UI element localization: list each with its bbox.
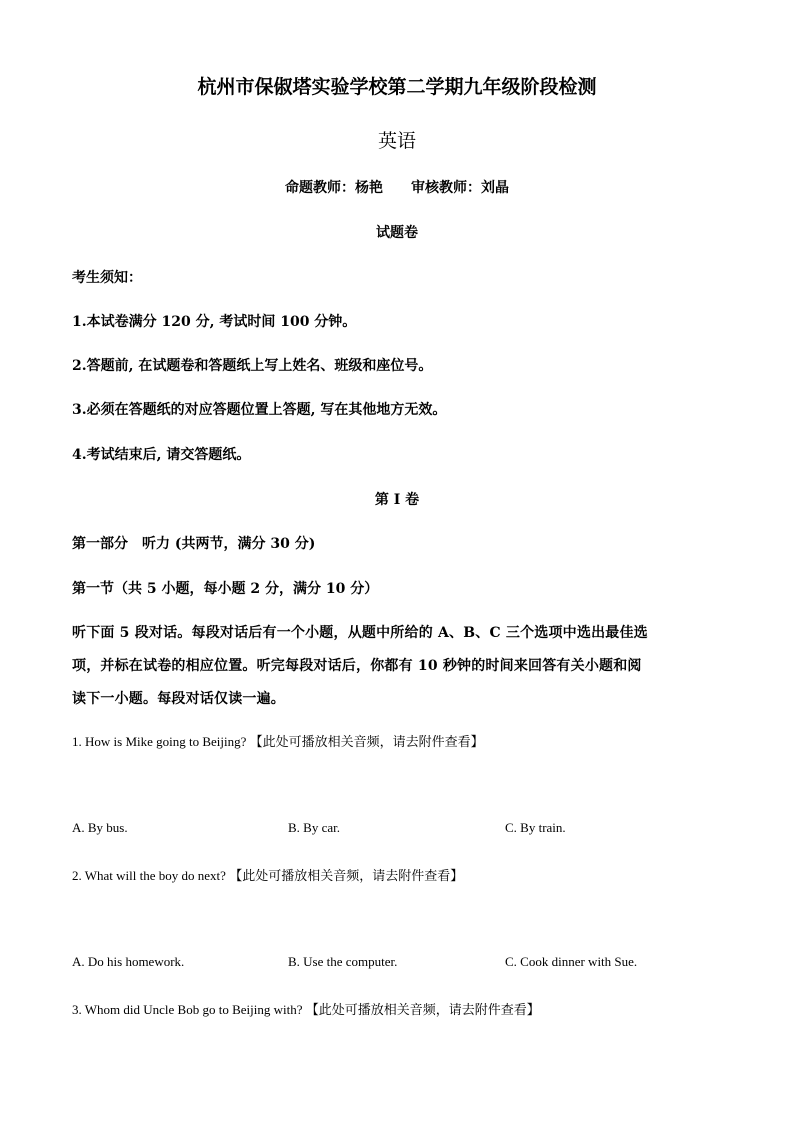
question-stem: 1. How is Mike going to Beijing? [72,734,250,749]
notice-item: 4.考试结束后, 请交答题纸。 [72,447,251,463]
notice-item: 1.本试卷满分 120 分, 考试时间 100 分钟。 [72,314,357,330]
option-c: C. By train. [505,820,566,835]
section-title: 第一节（共 5 小题，每小题 2 分，满分 10 分） [72,581,379,597]
subject-title: 英语 [377,130,416,152]
instruction-line: 听下面 5 段对话。每段对话后有一个小题，从题中所给的 A、B、C 三个选项中选出最佳选 [72,625,648,641]
question-stem: 3. Whom did Uncle Bob go to Beijing with? [72,1002,306,1017]
exam-title: 杭州市保俶塔实验学校第二学期九年级阶段检测 [197,76,597,98]
option-b: B. Use the computer. [288,954,398,969]
question-3 [72,999,540,1018]
audio-note: 【此处可播放相关音频，请去附件查看】 [305,1003,540,1018]
notice-heading: 考生须知： [72,270,142,286]
part-title: 第一部分 听力 (共两节，满分 30 分) [72,536,316,552]
audio-note: 【此处可播放相关音频，请去附件查看】 [229,869,464,884]
notice-item: 2.答题前, 在试题卷和答题纸上写上姓名、班级和座位号。 [72,358,433,374]
option-b: B. By car. [288,820,340,835]
instruction-line: 读下一小题。每段对话仅读一遍。 [72,691,285,707]
question-2 [72,865,463,884]
notice-item: 3.必须在答题纸的对应答题位置上答题, 写在其他地方无效。 [72,402,447,418]
paper-label: 试题卷 [376,225,418,241]
teacher-credits: 命题教师：杨艳 审核教师：刘晶 [285,180,509,196]
volume-label: 第 I 卷 [374,492,420,508]
audio-note: 【此处可播放相关音频，请去附件查看】 [249,735,484,750]
option-a: A. Do his homework. [72,954,185,969]
instruction-line: 项，并标在试卷的相应位置。听完每段对话后，你都有 10 秒钟的时间来回答有关小题和阅 [72,658,642,674]
listening-instructions [72,617,724,716]
option-c: C. Cook dinner with Sue. [505,954,638,969]
question-1 [72,731,484,750]
question-stem: 2. What will the boy do next? [72,868,230,883]
option-a: A. By bus. [72,820,128,835]
